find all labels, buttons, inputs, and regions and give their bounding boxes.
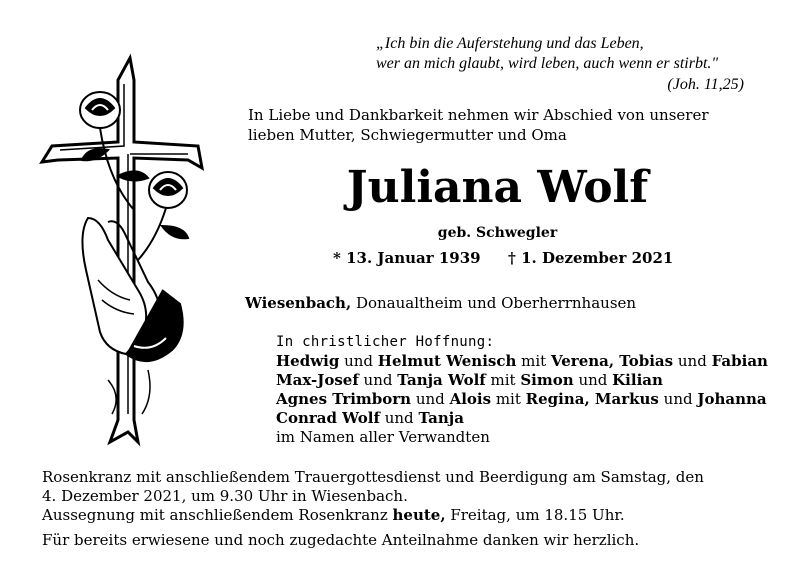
service-line-3-end: Freitag, um 18.15 Uhr.	[445, 506, 625, 524]
mourners-heading: In christlicher Hoffnung:	[276, 334, 495, 350]
service-line-2: 4. Dezember 2021, um 9.30 Uhr in Wiesenbach.	[42, 487, 408, 505]
mourner-name: Regina, Markus	[525, 390, 659, 408]
residence-rest: Donaualtheim und Oberherrnhausen	[351, 294, 637, 312]
mourner-connector: mit	[491, 390, 526, 408]
mourner-name: Verena, Tobias	[550, 352, 674, 370]
quote-line-1: „Ich bin die Auferstehung und das Leben,	[376, 35, 644, 52]
rose-icon	[80, 92, 148, 210]
mourner-connector: und	[573, 371, 613, 389]
mourners-list	[276, 333, 768, 447]
mourner-name: Agnes Trimborn	[276, 390, 412, 408]
mourner-connector: und	[358, 371, 398, 389]
mourner-name: Johanna	[697, 390, 767, 408]
mourner-line	[276, 371, 768, 390]
service-details	[42, 468, 762, 525]
mourner-name: Conrad Wolf	[276, 409, 380, 427]
residence	[245, 293, 636, 313]
quote-reference: (Joh. 11,25)	[667, 76, 744, 93]
mourner-line	[276, 352, 768, 371]
cross-roses-hands-icon	[38, 50, 238, 450]
intro-line-2: lieben Mutter, Schwiegermutter und Oma	[248, 126, 567, 144]
mourner-name: Max-Josef	[276, 371, 359, 389]
mourner-connector: und	[379, 409, 419, 427]
mourner-connector: und	[658, 390, 698, 408]
mourner-name: Fabian	[711, 352, 768, 370]
intro-line-1: In Liebe und Dankbarkeit nehmen wir Abschied von unserer	[248, 106, 709, 124]
mourner-name: Kilian	[612, 371, 663, 389]
mourner-name: Helmut Wenisch	[377, 352, 517, 370]
service-line-1: Rosenkranz mit anschließendem Trauergottesdienst und Beerdigung am Samstag, den	[42, 468, 704, 486]
mourner-connector: mit	[485, 371, 521, 389]
mourner-connector: und	[411, 390, 450, 408]
service-line-3-today: heute,	[392, 506, 446, 524]
mourner-name: Tanja Wolf	[397, 371, 486, 389]
mourner-name: Tanja	[418, 409, 464, 427]
intro-text	[248, 105, 768, 145]
cross-icon	[42, 58, 202, 442]
mourner-connector: und	[673, 352, 712, 370]
mourner-name: Simon	[520, 371, 574, 389]
thanks-text: Für bereits erwiesene und noch zugedachte Anteilnahme danken wir herzlich.	[42, 531, 640, 549]
mourner-connector: mit	[516, 352, 551, 370]
mourner-name: Hedwig	[276, 352, 340, 370]
mourner-line	[276, 409, 768, 428]
quote-line-2: wer an mich glaubt, wird leben, auch wenn er stirbt."	[376, 55, 719, 72]
mourner-line	[276, 390, 768, 409]
deceased-name: Juliana Wolf	[346, 162, 649, 213]
birth-date: * 13. Januar 1939	[333, 249, 481, 267]
residence-town: Wiesenbach,	[245, 294, 352, 312]
service-line-3	[42, 506, 762, 525]
mourners-closing: im Namen aller Verwandten	[276, 428, 490, 446]
maiden-name: geb. Schwegler	[437, 225, 558, 241]
mourner-connector: und	[339, 352, 378, 370]
death-date: † 1. Dezember 2021	[508, 249, 674, 267]
mourner-name: Alois	[449, 390, 492, 408]
rose-icon	[138, 172, 188, 260]
service-line-3-start: Aussegnung mit anschließendem Rosenkranz	[42, 506, 393, 524]
